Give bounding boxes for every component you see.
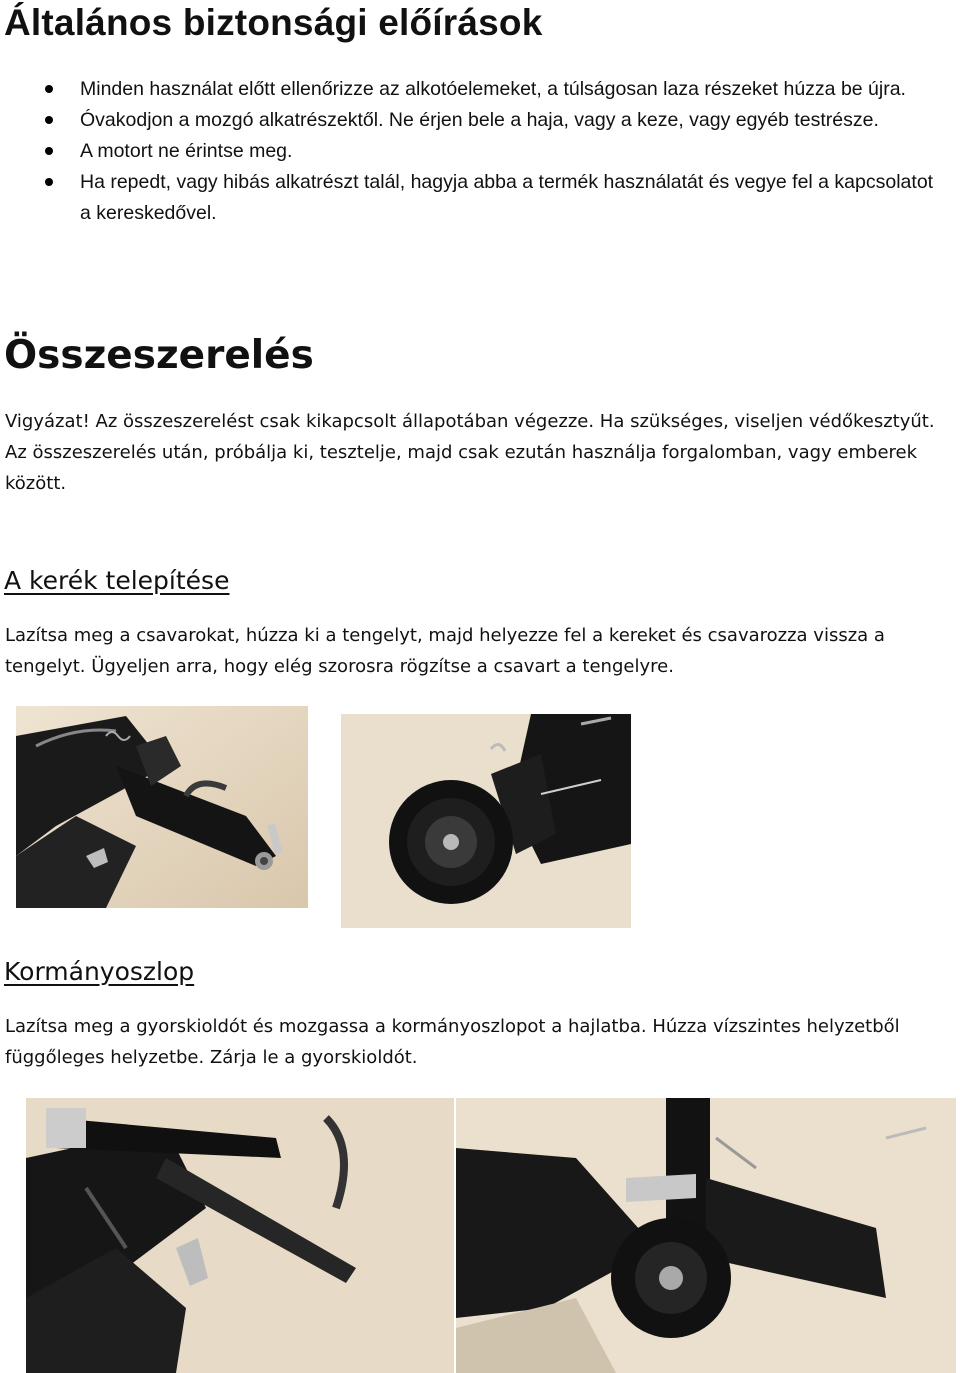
- column-heading: Kormányoszlop: [4, 957, 195, 986]
- list-item: A motort ne érintse meg.: [0, 136, 940, 167]
- assembly-title: Összeszerelés: [4, 333, 314, 378]
- safety-list: [0, 74, 940, 229]
- wheel-heading: A kerék telepítése: [4, 566, 230, 595]
- wheel-paragraph: Lazítsa meg a csavarokat, húzza ki a tengelyt, majd helyezze fel a kereket és csavarozza vissza a tengelyt. Ügyeljen arra, hogy elég szorosra rögzítse a csavart a tengelyre.: [5, 625, 885, 677]
- column-paragraph: Lazítsa meg a gyorskioldót és mozgassa a kormányoszlopot a hajlatba. Húzza vízszintes helyzetből függőleges helyzetbe. Zárja le a gyorskioldót.: [5, 1016, 900, 1068]
- list-item: Óvakodjon a mozgó alkatrészektől. Ne érjen bele a haja, vagy a keze, vagy egyéb testrésze.: [0, 105, 940, 136]
- column-photo-upright: [456, 1098, 956, 1373]
- assembly-paragraph: Vigyázat! Az összeszerelést csak kikapcsolt állapotában végezze. Ha szükséges, viseljen védőkesztyűt. Az összeszerelés után, próbálja ki, tesztelje, majd csak ezután használja forgalomban, vagy emberek között.: [5, 411, 935, 494]
- safety-title: Általános biztonsági előírások: [4, 2, 543, 43]
- list-item: Minden használat előtt ellenőrizze az alkotóelemeket, a túlságosan laza részeket húzza be újra.: [0, 74, 940, 105]
- wheel-photo-installed: [341, 714, 631, 928]
- list-item: Ha repedt, vagy hibás alkatrészt talál, hagyja abba a termék használatát és vegye fel a kapcsolatot a kereskedővel.: [0, 167, 940, 229]
- column-photo-folded: [26, 1098, 454, 1373]
- wheel-photo-fork: [16, 706, 308, 908]
